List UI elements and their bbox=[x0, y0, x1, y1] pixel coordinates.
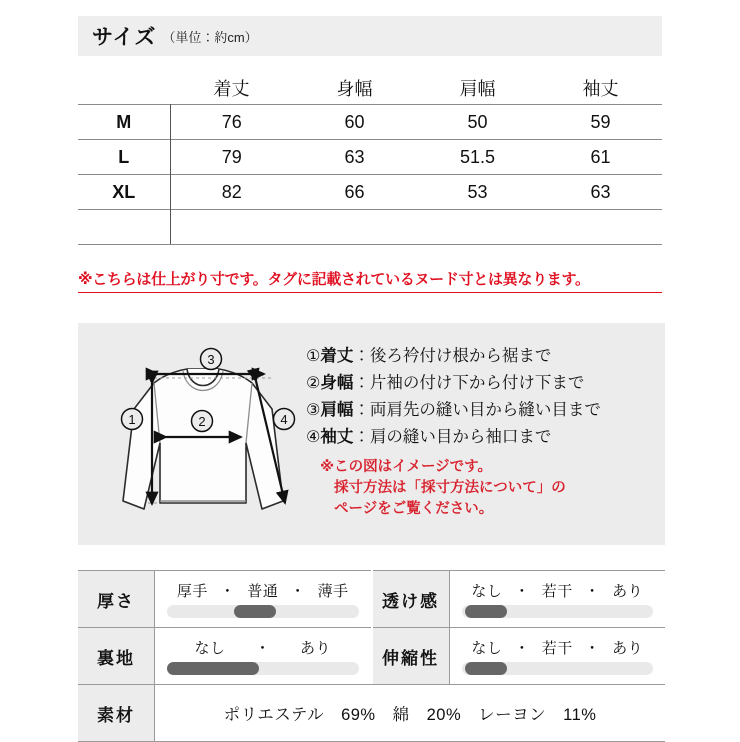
stretch-track bbox=[462, 662, 654, 675]
legend-term-2: 身幅 bbox=[320, 374, 354, 392]
row-size-l: L bbox=[78, 140, 170, 175]
table-empty-row bbox=[78, 210, 662, 245]
table-row bbox=[78, 140, 662, 175]
stretch-scale bbox=[462, 637, 654, 675]
marker-length bbox=[122, 409, 143, 430]
shirt-illustration bbox=[86, 331, 301, 536]
legend-item-length bbox=[306, 343, 656, 370]
attribute-row-material bbox=[78, 685, 665, 742]
legend-desc-3: 両肩先の縫い目から縫い目まで bbox=[369, 401, 601, 419]
sheerness-scale bbox=[462, 580, 654, 618]
empty-cell bbox=[170, 210, 293, 245]
attribute-row-lining-stretch bbox=[78, 628, 665, 685]
svg-text:2: 2 bbox=[198, 414, 206, 429]
sheerness-scale-labels bbox=[462, 580, 654, 601]
column-header-body-width: 身幅 bbox=[336, 79, 373, 99]
legend-number-4: ④ bbox=[306, 429, 321, 446]
stretch-sep-1: ・ bbox=[584, 640, 601, 657]
lining-scale bbox=[167, 637, 359, 675]
thickness-scale bbox=[167, 580, 359, 618]
lining-option-1: あり bbox=[300, 640, 332, 657]
table-row bbox=[78, 175, 662, 210]
diagram-disclaimer-note bbox=[306, 457, 656, 520]
legend-item-body-width bbox=[306, 370, 656, 397]
attribute-value-stretch bbox=[449, 628, 665, 685]
sheerness-indicator bbox=[465, 605, 507, 618]
attribute-label-lining: 裏地 bbox=[78, 628, 155, 685]
cell-m-shoulder-width: 50 bbox=[416, 105, 539, 140]
table-header-row bbox=[78, 72, 662, 105]
column-header-sleeve-length: 袖丈 bbox=[582, 79, 619, 99]
thickness-sep-1: ・ bbox=[290, 583, 306, 600]
stretch-option-1: 若干 bbox=[541, 640, 573, 657]
svg-text:1: 1 bbox=[128, 412, 136, 427]
cell-l-body-width: 63 bbox=[293, 140, 416, 175]
legend-number-2: ② bbox=[306, 375, 321, 392]
measurement-legend bbox=[306, 343, 656, 520]
thickness-sep-0: ・ bbox=[219, 583, 236, 600]
legend-term-3: 肩幅 bbox=[320, 401, 354, 419]
diagram-note-line-3: ページをご覧ください。 bbox=[334, 501, 494, 517]
thickness-option-2: 薄手 bbox=[317, 583, 349, 600]
attribute-label-sheerness: 透け感 bbox=[373, 571, 450, 628]
legend-sep-3: ： bbox=[353, 401, 370, 419]
thickness-option-1: 普通 bbox=[247, 583, 279, 600]
attribute-label-stretch: 伸縮性 bbox=[373, 628, 450, 685]
lining-scale-labels bbox=[167, 637, 359, 658]
empty-cell bbox=[293, 210, 416, 245]
stretch-option-0: なし bbox=[471, 640, 503, 657]
marker-body-width bbox=[192, 411, 213, 432]
attribute-label-material: 素材 bbox=[78, 685, 155, 742]
column-header-shoulder-width: 肩幅 bbox=[459, 79, 496, 99]
legend-item-sleeve-length bbox=[306, 424, 656, 451]
lining-indicator bbox=[167, 662, 259, 675]
thickness-track bbox=[167, 605, 359, 618]
legend-sep-1: ： bbox=[353, 347, 370, 365]
svg-text:3: 3 bbox=[207, 352, 215, 367]
attribute-value-material: ポリエステル 69% 綿 20% レーヨン 11% bbox=[155, 685, 666, 742]
cell-xl-body-width: 66 bbox=[293, 175, 416, 210]
size-section-header bbox=[78, 16, 662, 56]
thickness-scale-labels bbox=[167, 580, 359, 601]
attribute-label-thickness: 厚さ bbox=[78, 571, 155, 628]
cell-m-body-width: 60 bbox=[293, 105, 416, 140]
cell-xl-sleeve-length: 63 bbox=[539, 175, 662, 210]
legend-desc-1: 後ろ衿付け根から裾まで bbox=[369, 347, 552, 365]
diagram-note-line-2: 採寸方法は「採寸方法について」の bbox=[334, 480, 566, 496]
empty-cell bbox=[539, 210, 662, 245]
page-title: サイズ bbox=[92, 26, 157, 49]
column-header-size bbox=[78, 72, 170, 105]
legend-term-1: 着丈 bbox=[320, 347, 354, 365]
stretch-scale-labels bbox=[462, 637, 654, 658]
row-size-m: M bbox=[78, 105, 170, 140]
sheerness-option-0: なし bbox=[471, 583, 503, 600]
size-table bbox=[78, 72, 662, 245]
lining-track bbox=[167, 662, 359, 675]
cell-xl-shoulder-width: 53 bbox=[416, 175, 539, 210]
lining-sep-0: ・ bbox=[255, 640, 271, 657]
cell-l-sleeve-length: 61 bbox=[539, 140, 662, 175]
legend-item-shoulder-width bbox=[306, 397, 656, 424]
legend-desc-4: 肩の縫い目から袖口まで bbox=[369, 428, 552, 446]
legend-number-3: ③ bbox=[306, 402, 321, 419]
unit-note: （単位：約cm） bbox=[162, 29, 258, 45]
cell-xl-length: 82 bbox=[170, 175, 293, 210]
measurement-diagram-panel bbox=[78, 323, 665, 545]
legend-sep-4: ： bbox=[353, 428, 370, 446]
cell-m-sleeve-length: 59 bbox=[539, 105, 662, 140]
cell-l-shoulder-width: 51.5 bbox=[416, 140, 539, 175]
sheerness-sep-0: ・ bbox=[514, 583, 530, 600]
empty-cell bbox=[416, 210, 539, 245]
marker-sleeve-length bbox=[274, 409, 295, 430]
attribute-value-sheerness bbox=[449, 571, 665, 628]
legend-desc-2: 片袖の付け下から付け下まで bbox=[369, 374, 585, 392]
sheerness-sep-1: ・ bbox=[584, 583, 601, 600]
svg-text:4: 4 bbox=[280, 412, 288, 427]
marker-shoulder-width bbox=[201, 349, 222, 370]
legend-sep-2: ： bbox=[353, 374, 370, 392]
attribute-value-thickness bbox=[155, 571, 371, 628]
sheerness-option-1: 若干 bbox=[541, 583, 573, 600]
column-header-length: 着丈 bbox=[213, 79, 250, 99]
empty-cell bbox=[78, 210, 170, 245]
thickness-option-0: 厚手 bbox=[176, 583, 208, 600]
cell-l-length: 79 bbox=[170, 140, 293, 175]
stretch-option-2: あり bbox=[612, 640, 644, 657]
thickness-indicator bbox=[234, 605, 276, 618]
stretch-sep-0: ・ bbox=[514, 640, 530, 657]
lining-option-0: なし bbox=[194, 640, 226, 657]
table-row bbox=[78, 105, 662, 140]
size-disclaimer-note: ※こちらは仕上がり寸です。タグに記載されているヌード寸とは異なります。 bbox=[78, 268, 662, 293]
legend-number-1: ① bbox=[306, 348, 321, 365]
attributes-table bbox=[78, 570, 665, 742]
diagram-note-line-1: ※この図はイメージです。 bbox=[320, 459, 493, 475]
legend-term-4: 袖丈 bbox=[320, 428, 354, 446]
sheerness-option-2: あり bbox=[612, 583, 644, 600]
cell-m-length: 76 bbox=[170, 105, 293, 140]
attribute-value-lining bbox=[155, 628, 371, 685]
row-size-xl: XL bbox=[78, 175, 170, 210]
sheerness-track bbox=[462, 605, 654, 618]
attribute-row-thickness-sheerness bbox=[78, 571, 665, 628]
stretch-indicator bbox=[465, 662, 507, 675]
